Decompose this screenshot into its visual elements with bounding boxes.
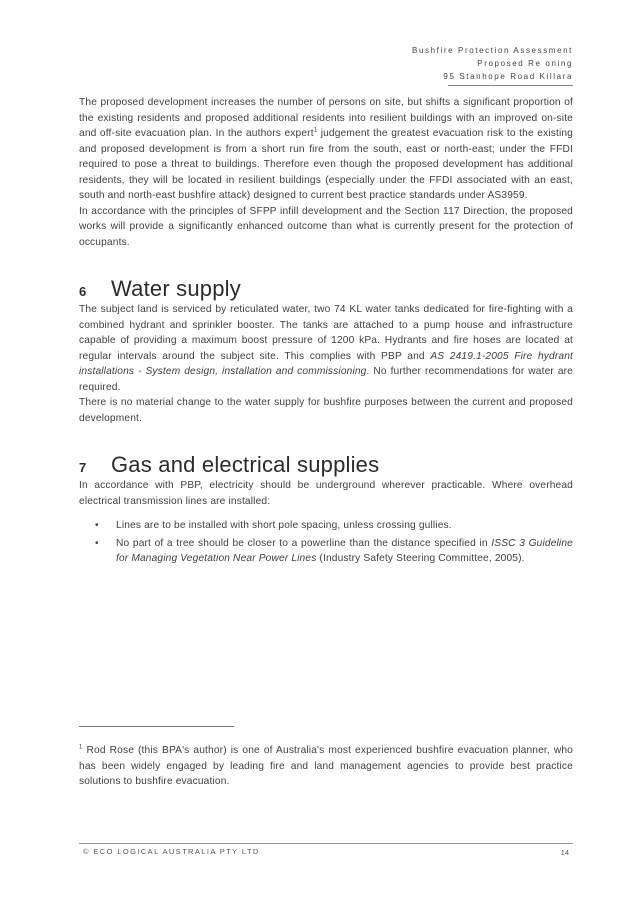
gas-electrical-paragraph: In accordance with PBP, electricity should be underground wherever practicable. Where overhead electrical transmission lines are installed: (79, 480, 573, 507)
section-6-number: 6 (79, 284, 87, 299)
powerline-requirements-list (79, 518, 573, 567)
footer-divider (79, 843, 573, 844)
intro-p1-text-b: judgement the greatest evacuation risk to the existing and proposed development is from a short run fire from the south, east or north-east; under the FFDI required to pose a threat to buildings. Therefore even though the proposed development has additional residents, they will be located in resilient buildings (especially under the FFDI associated with an east, south and north-east bushfire attack) designed to current best practice standards under AS3959. (79, 128, 573, 201)
section-7-title: Gas and electrical supplies (111, 452, 380, 477)
bullet-icon: • (95, 537, 99, 549)
footnote-reference: 1 (313, 127, 318, 134)
water-supply-paragraph-1 (79, 302, 573, 395)
intro-paragraph-2: In accordance with the principles of SFPP infill development and the Section 117 Direction, the proposed works will provide a significantly enhanced outcome than what is currently present for the protection of occupants. (79, 205, 573, 248)
main-content (79, 95, 573, 569)
footnote (79, 743, 573, 790)
footnote-divider (79, 726, 234, 727)
footnote-text: Rod Rose (this BPA's author) is one of Australia's most experienced bushfire evacuation planner, who has been widely engaged by leading fire and land management agencies to provide best practice solutions to bushfire evacuation. (79, 745, 573, 787)
bullet-2-text-b: (Industry Safety Steering Committee, 2005). (316, 553, 525, 564)
header-address: 95 Stanhope Road Killara (443, 72, 573, 81)
section-7-number: 7 (79, 460, 87, 475)
page-number: 14 (560, 848, 569, 857)
section-7-heading (79, 452, 573, 478)
footnote-marker: 1 (79, 744, 83, 751)
footer-company: © ECO LOGICAL AUSTRALIA PTY LTD (83, 847, 260, 856)
bullet-1-text: Lines are to be installed with short pole spacing, unless crossing gullies. (116, 520, 452, 531)
section-6-heading (79, 276, 573, 302)
section-6-title: Water supply (111, 276, 241, 301)
intro-paragraph-1 (79, 95, 573, 204)
list-item (79, 536, 573, 567)
running-header (412, 44, 573, 83)
issc-guideline-reference: ISSC 3 Guideline for Managing Vegetation Near Power Lines (116, 537, 573, 564)
header-subtitle: Proposed Re oning (477, 59, 573, 68)
water-p1-text-a: The subject land is serviced by reticulated water, two 74 KL water tanks dedicated for fire-fighting with a combined hydrant and sprinkler booster. The tanks are attached to a pump house and infrastructure capable of providing a maximum boost pressure of 1200 kPa. Hydrants and fire hoses are located at regular intervals around the subject site. This complies with PBP and (79, 304, 573, 362)
water-standard-reference: AS 2419.1-2005 Fire hydrant installations - System design, installation and commissioning (79, 350, 574, 377)
water-p1-text-b: . No further recommendations for water are required. (79, 366, 573, 393)
header-divider (448, 85, 573, 86)
water-supply-paragraph-2: There is no material change to the water supply for bushfire purposes between the current and proposed development. (79, 397, 573, 424)
header-title: Bushfire Protection Assessment (412, 46, 573, 55)
list-item (79, 518, 573, 534)
bullet-2-text-a: No part of a tree should be closer to a powerline than the distance specified in (116, 537, 492, 549)
bullet-icon: • (95, 520, 99, 531)
intro-p1-text-a: The proposed development increases the number of persons on site, but shifts a significant proportion of the existing residents and proposed additional residents into resilient buildings with an improved on-site and off-site evacuation plan. In the authors expert (79, 97, 573, 139)
